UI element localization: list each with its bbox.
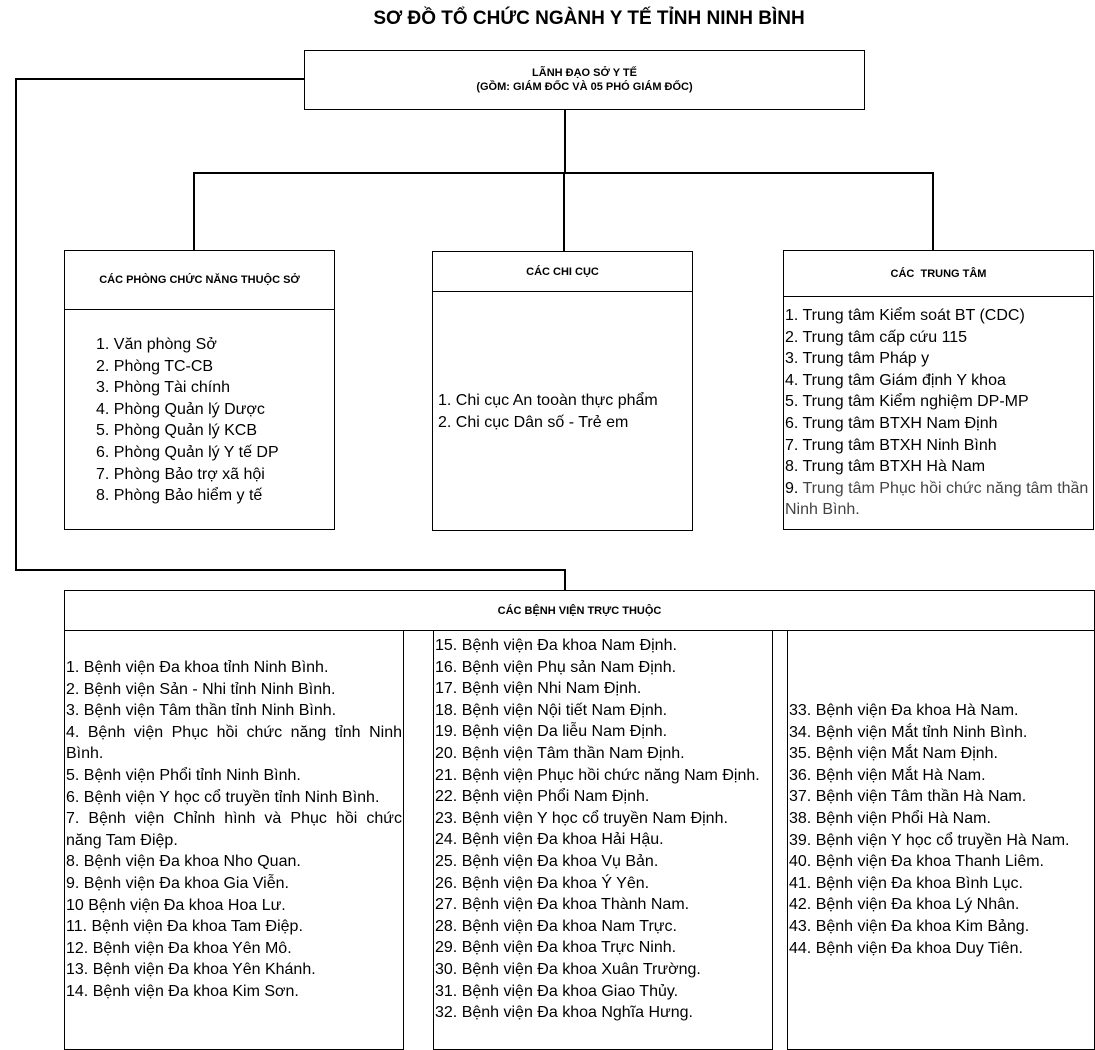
list-item: 28. Bệnh viện Đa khoa Nam Trực. bbox=[435, 917, 677, 935]
hospitals-header bbox=[64, 590, 1095, 631]
list-item: 27. Bệnh viện Đa khoa Thành Nam. bbox=[435, 896, 690, 914]
list-item: 5. Bệnh viện Phổi tỉnh Ninh Bình. bbox=[66, 766, 301, 784]
hospitals-col-2 bbox=[433, 630, 773, 1050]
list-item: 17. Bệnh viện Nhi Nam Định. bbox=[435, 680, 642, 698]
list-item: 2. Chi cục Dân số - Trẻ em bbox=[438, 413, 629, 431]
list-item: 19. Bệnh viện Da liễu Nam Định. bbox=[435, 723, 668, 741]
list-item: 14. Bệnh viện Đa khoa Kim Sơn. bbox=[66, 982, 299, 1000]
list-item: 8. Trung tâm BTXH Hà Nam bbox=[785, 458, 986, 476]
list-item: 44. Bệnh viện Đa khoa Duy Tiên. bbox=[789, 939, 1023, 957]
list-item: 7. Trung tâm BTXH Ninh Bình bbox=[785, 436, 997, 454]
list-item: 30. Bệnh viện Đa khoa Xuân Trường. bbox=[435, 960, 701, 978]
list-item: 25. Bệnh viện Đa khoa Vụ Bản. bbox=[435, 852, 659, 870]
list-item: 23. Bệnh viện Y học cổ truyền Nam Định. bbox=[435, 809, 728, 827]
list-item: 38. Bệnh viện Phổi Hà Nam. bbox=[789, 809, 991, 827]
list-item: 36. Bệnh viện Mắt Hà Nam. bbox=[789, 766, 986, 784]
list-item: 1. Bệnh viện Đa khoa tỉnh Ninh Bình. bbox=[66, 659, 329, 676]
sub-departments-header-label: CÁC CHI CỤC bbox=[526, 265, 599, 278]
list-item: 8. Phòng Bảo hiểm y tế bbox=[96, 487, 263, 505]
sub-departments-list bbox=[433, 292, 692, 433]
list-item: 6. Phòng Quản lý Y tế DP bbox=[96, 443, 279, 461]
list-item: 37. Bệnh viện Tâm thần Hà Nam. bbox=[789, 788, 1027, 806]
list-item: 8. Bệnh viện Đa khoa Nho Quan. bbox=[66, 853, 301, 871]
departments-header-label: CÁC PHÒNG CHỨC NĂNG THUỘC SỞ bbox=[99, 274, 300, 286]
list-item: 34. Bệnh viện Mắt tỉnh Ninh Bình. bbox=[789, 723, 1028, 741]
list-item: 20. Bệnh viện Tâm thần Nam Định. bbox=[435, 744, 685, 762]
list-item: 2. Trung tâm cấp cứu 115 bbox=[785, 328, 968, 346]
list-item: 1. Chi cục An tooàn thực phẩm bbox=[438, 392, 658, 409]
list-item bbox=[785, 478, 1093, 521]
list-item: 39. Bệnh viện Y học cổ truyền Hà Nam. bbox=[789, 831, 1070, 849]
hospitals-col-3 bbox=[787, 630, 1095, 1050]
sub-departments-header bbox=[433, 252, 692, 292]
centers-header bbox=[784, 251, 1093, 297]
hospitals-col-1 bbox=[64, 630, 404, 1050]
page-title: SƠ ĐỒ TỔ CHỨC NGÀNH Y TẾ TỈNH NINH BÌNH bbox=[373, 8, 805, 29]
list-item: 41. Bệnh viện Đa khoa Bình Lục. bbox=[789, 874, 1023, 892]
list-item: 5. Phòng Quản lý KCB bbox=[96, 422, 257, 440]
list-item: 2. Bệnh viện Sản - Nhi tỉnh Ninh Bình. bbox=[66, 680, 336, 698]
list-item: 10 Bệnh viện Đa khoa Hoa Lư. bbox=[66, 896, 286, 914]
leadership-title: LÃNH ĐẠO SỞ Y TẾ bbox=[532, 67, 637, 79]
list-item: 3. Bệnh viện Tâm thần tỉnh Ninh Bình. bbox=[66, 702, 337, 720]
list-item: 7. Phòng Bảo trợ xã hội bbox=[96, 465, 265, 483]
list-item: 5. Trung tâm Kiểm nghiệm DP-MP bbox=[785, 393, 1029, 411]
list-item: 4. Trung tâm Giám định Y khoa bbox=[785, 371, 1006, 389]
center-item-text: Trung tâm Phục hồi chức năng tâm thần Ninh Bình. bbox=[785, 479, 1089, 519]
list-item: 3. Trung tâm Pháp y bbox=[785, 350, 930, 368]
list-item: 35. Bệnh viện Mắt Nam Định. bbox=[789, 745, 998, 763]
list-item: 40. Bệnh viện Đa khoa Thanh Liêm. bbox=[789, 853, 1044, 871]
list-item: 24. Bệnh viện Đa khoa Hải Hậu. bbox=[435, 831, 664, 849]
hospitals-list-2 bbox=[434, 631, 772, 1024]
center-item-number: 9. bbox=[785, 479, 799, 497]
list-item: 9. Bệnh viện Đa khoa Gia Viễn. bbox=[66, 874, 289, 892]
departments-box bbox=[64, 250, 335, 530]
departments-list bbox=[65, 310, 334, 507]
centers-header-label: CÁC TRUNG TÂM bbox=[890, 267, 987, 280]
list-item: 22. Bệnh viện Phổi Nam Định. bbox=[435, 788, 650, 806]
centers-list bbox=[784, 297, 1093, 521]
list-item: 11. Bệnh viện Đa khoa Tam Điệp. bbox=[66, 918, 303, 936]
hospitals-list-3 bbox=[788, 631, 1094, 959]
hospitals-list-1 bbox=[65, 631, 403, 1003]
list-item: 1. Văn phòng Sở bbox=[96, 336, 217, 353]
list-item: 4. Phòng Quản lý Dược bbox=[96, 400, 265, 418]
list-item: 31. Bệnh viện Đa khoa Giao Thủy. bbox=[435, 982, 679, 1000]
sub-departments-box bbox=[432, 251, 693, 531]
leadership-subtitle: (GỒM: GIÁM ĐỐC VÀ 05 PHÓ GIÁM ĐỐC) bbox=[476, 81, 693, 93]
list-item: 13. Bệnh viện Đa khoa Yên Khánh. bbox=[66, 961, 316, 979]
list-item: 4. Bệnh viện Phục hồi chức năng tỉnh Ninh Bình. bbox=[66, 723, 402, 763]
list-item: 21. Bệnh viện Phục hồi chức năng Nam Định. bbox=[435, 766, 760, 784]
list-item: 12. Bệnh viện Đa khoa Yên Mô. bbox=[66, 939, 292, 957]
list-item: 16. Bệnh viện Phụ sản Nam Định. bbox=[435, 658, 677, 676]
hospitals-header-label: CÁC BỆNH VIỆN TRỰC THUỘC bbox=[497, 604, 662, 617]
list-item: 18. Bệnh viện Nội tiết Nam Định. bbox=[435, 701, 668, 719]
list-item: 7. Bệnh viện Chỉnh hình và Phục hồi chức năng Tam Điệp. bbox=[66, 810, 402, 849]
list-item: 6. Trung tâm BTXH Nam Định bbox=[785, 414, 998, 432]
list-item: 43. Bệnh viện Đa khoa Kim Bảng. bbox=[789, 917, 1030, 935]
list-item: 32. Bệnh viện Đa khoa Nghĩa Hưng. bbox=[435, 1004, 693, 1022]
list-item: 2. Phòng TC-CB bbox=[96, 357, 214, 375]
list-item: 29. Bệnh viện Đa khoa Trực Ninh. bbox=[435, 939, 677, 957]
departments-header bbox=[65, 251, 334, 310]
list-item: 6. Bệnh viện Y học cổ truyền tỉnh Ninh Bình. bbox=[66, 788, 380, 806]
list-item: 26. Bệnh viện Đa khoa Ý Yên. bbox=[435, 874, 650, 892]
list-item: 15. Bệnh viện Đa khoa Nam Định. bbox=[435, 637, 677, 654]
list-item: 3. Phòng Tài chính bbox=[96, 379, 231, 397]
list-item: 42. Bệnh viện Đa khoa Lý Nhân. bbox=[789, 896, 1020, 914]
centers-box bbox=[783, 250, 1094, 530]
leadership-box bbox=[304, 50, 865, 110]
list-item: 1. Trung tâm Kiểm soát BT (CDC) bbox=[785, 307, 1025, 324]
list-item: 33. Bệnh viện Đa khoa Hà Nam. bbox=[789, 702, 1019, 719]
